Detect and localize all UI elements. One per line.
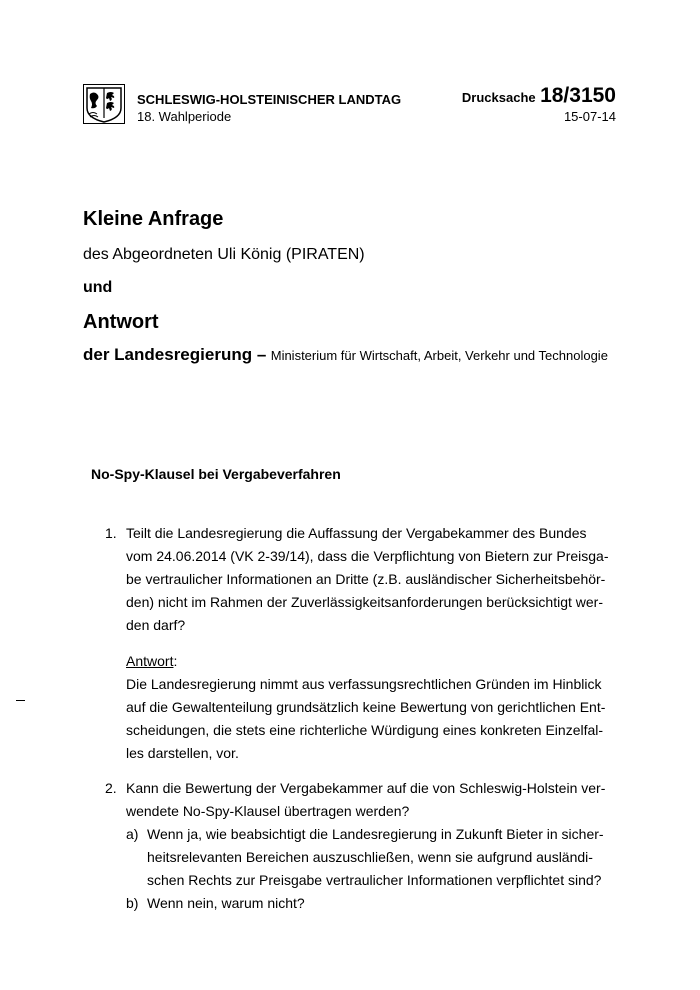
- asker-line: des Abgeordneten Uli König (PIRATEN): [83, 246, 365, 263]
- drucksache: [440, 84, 616, 110]
- drucksache-label: Drucksache: [461, 90, 536, 105]
- answer-label: Antwort: [126, 653, 174, 669]
- margin-mark: [16, 700, 25, 701]
- answer-line: Die Landesregierung nimmt aus verfassungsrechtlichen Gründen im Hinblick: [126, 676, 602, 692]
- question-line: Teilt die Landesregierung die Auffassung der Vergabekammer des Bundes: [126, 525, 587, 541]
- subquestion-line: Wenn nein, warum nicht?: [147, 895, 305, 911]
- subquestion-label: a): [126, 826, 139, 842]
- subquestion-line: heitsrelevanten Bereichen auszuschließen, wenn sie aufgrund ausländi-: [147, 849, 593, 865]
- document-date: 15-07-14: [563, 109, 616, 124]
- subject-heading: No-Spy-Klausel bei Vergabeverfahren: [91, 466, 341, 482]
- question-line: den darf?: [126, 617, 186, 633]
- question-line: vom 24.06.2014 (VK 2-39/14), dass die Verpflichtung von Bietern zur Preisga-: [126, 548, 609, 564]
- ministry-label: Ministerium für Wirtschaft, Arbeit, Verkehr und Technologie: [270, 348, 608, 363]
- question-line: wendete No-Spy-Klausel übertragen werden?: [126, 803, 410, 819]
- question-line: Kann die Bewertung der Vergabekammer auf die von Schleswig-Holstein ver-: [126, 780, 606, 796]
- question-number: 2.: [105, 780, 117, 796]
- drucksache-number: 18/3150: [540, 84, 616, 107]
- question-number: 1.: [105, 525, 117, 541]
- answer-heading: [126, 653, 177, 669]
- answer-line: scheidungen, die stets eine richterliche Würdigung eines konkreten Einzelfal-: [126, 722, 604, 738]
- und-line: und: [83, 279, 113, 296]
- answer-title: Antwort: [83, 311, 159, 333]
- answer-colon: :: [173, 653, 178, 669]
- electoral-period: 18. Wahlperiode: [137, 109, 232, 124]
- government-line: [83, 345, 608, 365]
- answer-line: les darstellen, vor.: [126, 745, 239, 761]
- subquestion-label: b): [126, 895, 139, 911]
- question-line: be vertraulicher Informationen an Dritte (z.B. ausländischer Sicherheitsbehör-: [126, 571, 606, 587]
- question-line: den) nicht im Rahmen der Zuverlässigkeitsanforderungen berücksichtigt wer-: [126, 594, 603, 610]
- government-label: der Landesregierung –: [83, 345, 267, 364]
- subquestion-line: schen Rechts zur Preisgabe vertraulicher Informationen verpflichtet sind?: [147, 872, 602, 888]
- coat-of-arms-icon: [83, 84, 125, 124]
- answer-line: auf die Gewaltenteilung grundsätzlich keine Bewertung von gerichtlichen Ent-: [126, 699, 606, 715]
- doc-type-title: Kleine Anfrage: [83, 208, 224, 230]
- subquestion-line: Wenn ja, wie beabsichtigt die Landesregierung in Zukunft Bieter in sicher-: [147, 826, 604, 842]
- parliament-name: SCHLESWIG-HOLSTEINISCHER LANDTAG: [137, 92, 402, 107]
